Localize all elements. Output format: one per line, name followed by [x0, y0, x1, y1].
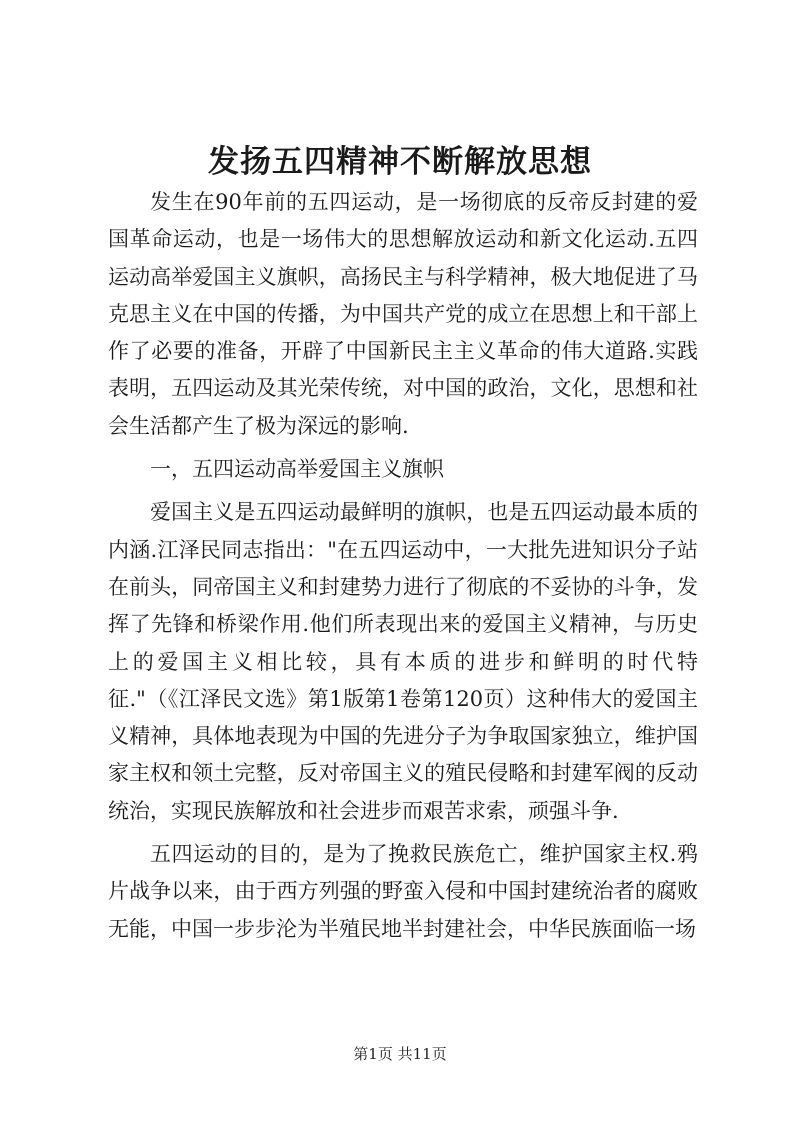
paragraph-patriotism: 爱国主义是五四运动最鲜明的旗帜，也是五四运动最本质的内涵.江泽民同志指出："在五四运动中，一大批先进知识分子站在前头，同帝国主义和封建势力进行了彻底的不妥协的斗争，发挥了先锋和桥梁作用.他们所表现出来的爱国主义精神，与历史上的爱国主义相比较，具有本质的进步和鲜明的时代特征."（《江泽民文选》第1版第1卷第120页）这种伟大的爱国主义精神，具体地表现为中国的先进分子为争取国家独立，维护国家主权和领土完整，反对帝国主义的殖民侵略和封建军阀的反动统治，实现民族解放和社会进步而艰苦求索，顽强斗争.: [108, 500, 698, 823]
paragraph-purpose: 五四运动的目的，是为了挽救民族危亡，维护国家主权.鸦片战争以来，由于西方列强的野蛮入侵和中国封建统治者的腐败无能，中国一步步沦为半殖民地半封建社会，中华民族面临一场: [108, 842, 698, 941]
page-number: 第1页 共11页: [353, 1045, 447, 1063]
paragraph-intro: 发生在90年前的五四运动，是一场彻底的反帝反封建的爱国革命运动，也是一场伟大的思想解放运动和新文化运动.五四运动高举爱国主义旗帜，高扬民主与科学精神，极大地促进了马克思主义在中国的传播，为中国共产党的成立在思想上和干部上作了必要的准备，开辟了中国新民主主义革命的伟大道路.实践表明，五四运动及其光荣传统，对中国的政治，文化，思想和社会生活都产生了极为深远的影响.: [108, 190, 698, 438]
document-body: [108, 184, 698, 948]
document-title: 发扬五四精神不断解放思想: [208, 144, 592, 180]
section-heading: 一，五四运动高举爱国主义旗帜: [150, 457, 444, 482]
